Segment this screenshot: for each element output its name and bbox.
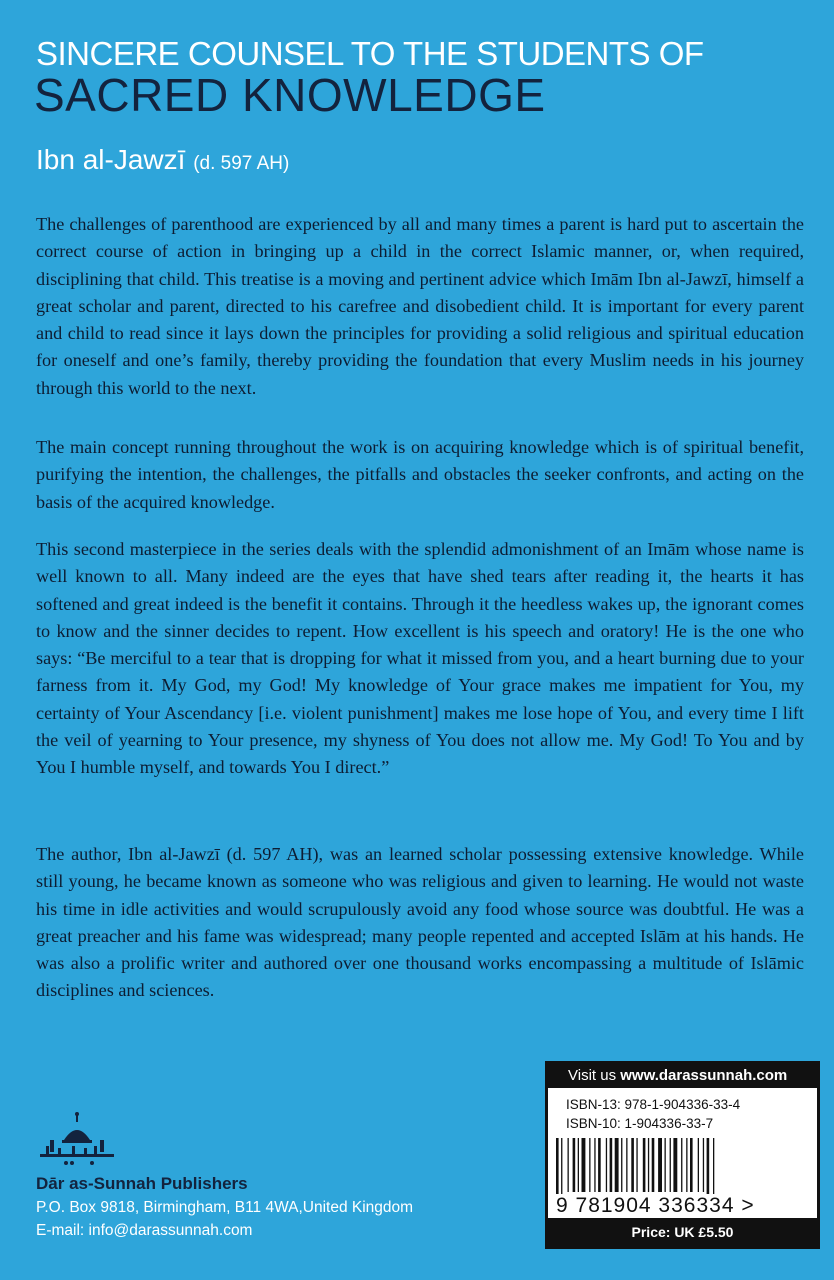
barcode-bar	[631, 1138, 634, 1192]
barcode-bar	[626, 1138, 627, 1192]
author-dates: (d. 597 AH)	[193, 153, 290, 174]
barcode-bar	[673, 1138, 677, 1192]
publisher-email[interactable]: E-mail: info@darassunnah.com	[36, 1222, 253, 1239]
barcode-bar	[556, 1138, 559, 1198]
barcode-bar	[643, 1138, 646, 1192]
barcode-bar	[582, 1138, 586, 1192]
publisher-logo-icon	[36, 1110, 118, 1170]
title-top-line: SINCERE COUNSEL TO THE STUDENTS OF	[36, 35, 704, 72]
website-link[interactable]: www.darassunnah.com	[620, 1067, 788, 1084]
isbn-13: ISBN-13: 978-1-904336-33-4	[566, 1097, 741, 1112]
barcode-number: 9 781904 336334 >	[556, 1194, 812, 1218]
author-name: Ibn al-Jawzī	[36, 144, 186, 175]
author-line	[36, 144, 289, 180]
barcode-bar	[690, 1138, 693, 1192]
barcode-bar	[594, 1138, 595, 1192]
blurb-paragraph-3: This second masterpiece in the series deals with the splendid admonishment of an Imām whose name is well known to all. Many indeed are the eyes that have shed tears after reading it, the hearts it has softened and great indeed is the benefit it contains. Through it the heedless wakes up, the ignorant comes to know and the sinner decides to repent. How excellent is his speech and oratory! He is the one who says: “Be merciful to a tear that is dropping for what it missed from you, and a heart burning due to your farness from it. My God, my God! My knowledge of Your grace makes me impatient for You, my certainty of Your Ascendancy [i.e. violent punishment] makes me lose hope of You, and every time I lift the veil of yearning to Your presence, my shyness of You does not allow me. My God! To You and by You I humble myself, and towards You I direct.”	[36, 539, 804, 778]
barcode-bar	[578, 1138, 579, 1192]
barcode-bar	[615, 1138, 619, 1192]
barcode-bar	[648, 1138, 649, 1192]
isbn-10: ISBN-10: 1-904336-33-7	[566, 1116, 714, 1131]
barcode-bar	[707, 1138, 710, 1198]
barcode-bar	[686, 1138, 687, 1192]
barcode-bar	[561, 1138, 562, 1198]
barcode-bar	[610, 1138, 613, 1192]
website-banner	[548, 1064, 817, 1088]
book-title: SACRED KNOWLEDGE	[34, 69, 546, 121]
barcode-bar	[713, 1138, 714, 1198]
barcode-bar	[589, 1138, 590, 1192]
barcode-bar	[681, 1138, 682, 1192]
barcode-bar	[658, 1138, 662, 1192]
publisher-address: P.O. Box 9818, Birmingham, B11 4WA,United Kingdom	[36, 1199, 414, 1216]
barcode-bar	[670, 1138, 671, 1192]
barcode-image	[548, 1138, 817, 1198]
publisher-name: Dār as-Sunnah Publishers	[36, 1174, 248, 1193]
barcode-bar	[573, 1138, 576, 1192]
visit-label: Visit us	[568, 1067, 617, 1084]
price-label: Price: UK £5.50	[548, 1218, 817, 1246]
barcode-bar	[698, 1138, 699, 1192]
blurb-paragraph-2: The main concept running throughout the work is on acquiring knowledge which is of spiritual benefit, purifying the intention, the challenges, the pitfalls and obstacles the seeker confronts, and acting on the basis of the acquired knowledge.	[36, 437, 804, 512]
barcode-bar	[636, 1138, 637, 1192]
barcode-info-box	[545, 1061, 820, 1249]
blurb-paragraph-4: The author, Ibn al-Jawzī (d. 597 AH), was an learned scholar possessing extensive knowledge. While still young, he became known as someone who was religious and given to learning. He would not waste his time in idle activities and would scrupulously avoid any food whose source was doubtful. He was a great preacher and his fame was widespread; many people repented and accepted Islām at his hands. He was also a prolific writer and authored over one thousand works encompassing a multitude of Islāmic disciplines and sciences.	[36, 844, 804, 1001]
barcode-bar	[665, 1138, 666, 1192]
barcode-bar	[598, 1138, 601, 1192]
barcode-bar	[652, 1138, 655, 1192]
barcode-bar	[621, 1138, 622, 1192]
barcode-bar	[606, 1138, 607, 1192]
barcode-bar	[568, 1138, 569, 1192]
blurb-paragraph-1: The challenges of parenthood are experienced by all and many times a parent is hard put to ascertain the correct course of action in bringing up a child in the correct Islamic manner, or, when required, disciplining that child. This treatise is a moving and pertinent advice which Imām Ibn al-Jawzī, himself a great scholar and parent, directed to his carefree and disobedient child. It is important for every parent and child to read since it lays down the principles for providing a solid religious and spiritual education for oneself and one’s family, thereby providing the foundation that every Muslim needs in his journey through this world to the next.	[36, 214, 804, 398]
barcode-bar	[703, 1138, 704, 1192]
